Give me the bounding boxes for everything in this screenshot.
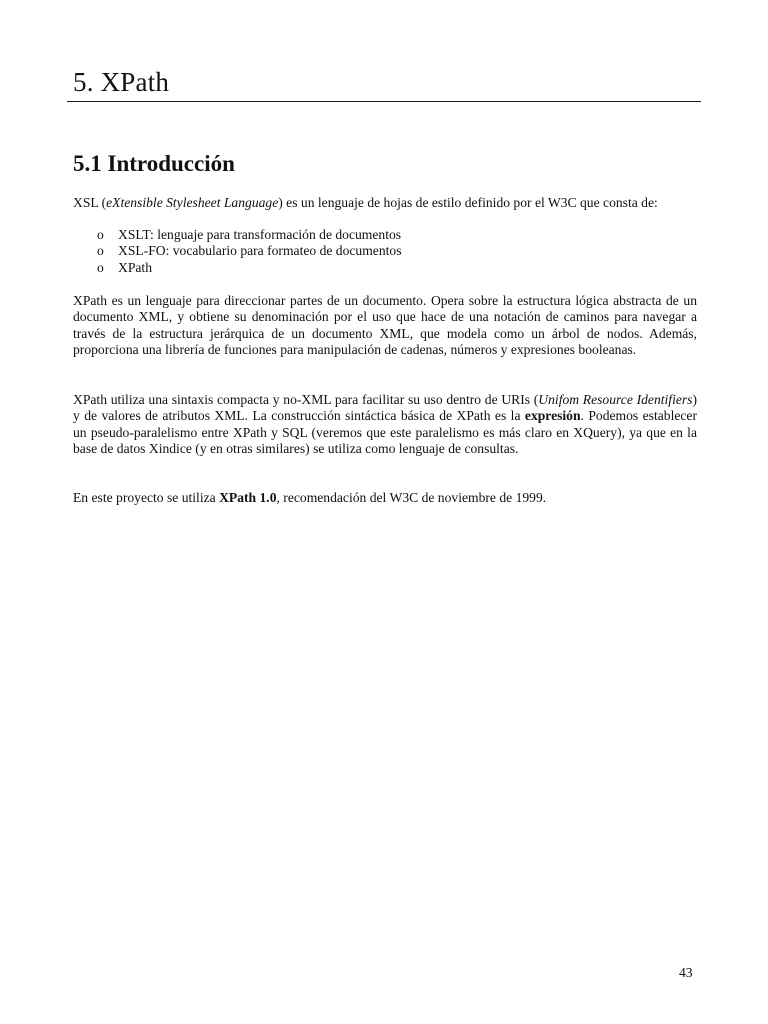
- page-number: 43: [679, 965, 693, 980]
- section-title: 5.1 Introducción: [73, 151, 235, 176]
- list-item-text: XSLT: lenguaje para transformación de documentos: [118, 227, 402, 242]
- intro-italic-term: eXtensible Stylesheet Language: [106, 195, 279, 210]
- syntax-text-part3: . Podemos establecer un pseudo-paralelismo entre XPath y SQL (veremos que este paralelismo es más claro en XQuery), ya que en la base de datos Xindice (y en otras similares) se utiliza como lenguaje de consultas.: [73, 408, 697, 457]
- chapter-title: 5. XPath: [73, 67, 170, 97]
- list-item-text: XSL-FO: vocabulario para formateo de documentos: [118, 243, 402, 259]
- bullet-marker: o: [97, 227, 104, 242]
- chapter-divider: [67, 101, 701, 102]
- component-list: [97, 227, 402, 276]
- list-item: [97, 260, 402, 276]
- version-text-start: En este proyecto se utiliza: [73, 490, 220, 505]
- intro-text-end: ) es un lenguaje de hojas de estilo definido por el W3C que consta de:: [278, 195, 658, 210]
- xpath-definition-paragraph: XPath es un lenguaje para direccionar partes de un documento. Opera sobre la estructura lógica abstracta de un documento XML, y obtiene su denominación por el uso que hace de una notación de caminos para navegar a través de la estructura jerárquica de un documento XML, que modela como un árbol de nodos. Además, proporciona una librería de funciones para manipulación de cadenas, números y expresiones booleanas.: [73, 293, 697, 358]
- xpath-syntax-paragraph: [73, 392, 697, 458]
- list-item-text: XPath: [118, 259, 152, 275]
- version-bold-term: XPath 1.0: [219, 490, 277, 505]
- syntax-text-part1: XPath utiliza una sintaxis compacta y no-XML para facilitar su uso dentro de URIs (: [73, 392, 539, 407]
- list-item: [97, 227, 402, 243]
- uri-italic-term: Unifom Resource Identifiers: [538, 392, 693, 407]
- intro-paragraph: [73, 195, 697, 211]
- bullet-marker: o: [97, 259, 104, 275]
- expression-bold-term: expresión: [524, 408, 581, 424]
- bullet-marker: o: [97, 243, 104, 259]
- version-text-end: , recomendación del W3C de noviembre de 1999.: [276, 490, 547, 505]
- list-item: [97, 243, 402, 259]
- syntax-text-part2: ) y de valores de atributos XML. La construcción sintáctica básica de XPath es la: [73, 392, 697, 424]
- intro-text-start: XSL (: [73, 195, 107, 210]
- project-version-paragraph: [73, 490, 697, 506]
